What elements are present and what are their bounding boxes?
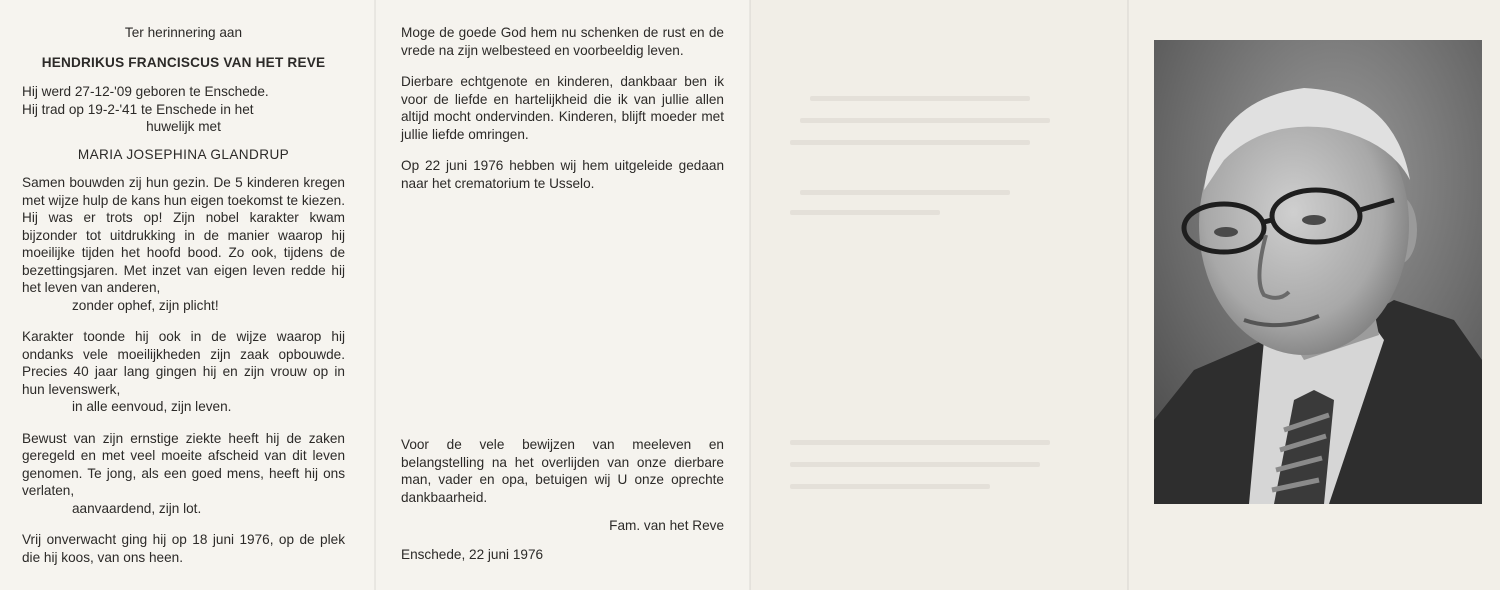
memorial-text-middle <box>401 24 724 192</box>
fold-line <box>374 0 376 590</box>
deceased-name: HENDRIKUS FRANCISCUS VAN HET REVE <box>41 54 326 70</box>
paragraph: Bewust van zijn ernstige ziekte heeft hij de zaken geregeld en met veel moeite afscheid van dit leven genomen. Te jong, als een goed mens, heeft hij ons verlaten, <box>22 430 345 498</box>
portrait-illustration <box>1154 40 1482 504</box>
bleed-through-mark <box>800 190 1010 195</box>
bleed-through-mark <box>790 440 1050 445</box>
farewell-paragraph: Dierbare echtgenote en kinderen, dankbaar ben ik voor de liefde en hartelijkheid die ik van jullie allen altijd mocht ondervinden. Kinderen, blijft moeder met jullie liefde omringen. <box>401 74 724 142</box>
bleed-through-mark <box>810 96 1030 101</box>
bleed-through-mark <box>800 118 1050 123</box>
thanks-paragraph: Voor de vele bewijzen van meeleven en belangstelling na het overlijden van onze dierbare man, vader en opa, betuigen wij U onze oprechte dankbaarheid. <box>401 437 724 505</box>
fold-line <box>1127 0 1129 590</box>
portrait-photo <box>1154 40 1482 504</box>
paragraph-closing: zonder ophef, zijn plicht! <box>72 297 219 313</box>
paragraph: Samen bouwden zij hun gezin. De 5 kinderen kregen met wijze hulp de kans hun eigen toekomst te kiezen. Hij was er trots op! Zijn nobel karakter kwam bijzonder tot uitdrukking in de manier waarop hij moeilijke tijden het hoofd bood. Zo ook, tijdens de bezettingsjaren. Met inzet van eigen leven redde hij het leven van anderen, <box>22 175 345 295</box>
birth-line: Hij werd 27-12-'09 geboren te Enschede. <box>22 84 269 99</box>
fold-line <box>749 0 751 590</box>
bleed-through-mark <box>790 484 990 489</box>
thanks-block <box>401 436 724 563</box>
marriage-line: Hij trad op 19-2-'41 te Enschede in het <box>22 101 254 117</box>
intro-line: Ter herinnering aan <box>124 25 243 40</box>
bleed-through-mark <box>790 140 1030 145</box>
place-date: Enschede, 22 juni 1976 <box>401 546 544 562</box>
paragraph: Karakter toonde hij ook in de wijze waarop hij ondanks vele moeilijkheden zijn zaak opbouwde. Precies 40 jaar lang gingen hij en zijn vrouw op in hun levenswerk, <box>22 329 345 397</box>
paragraph-closing: in alle eenvoud, zijn leven. <box>72 399 232 414</box>
signature: Fam. van het Reve <box>609 518 724 533</box>
paragraph: Vrij onverwacht ging hij op 18 juni 1976, op de plek die hij koos, van ons heen. <box>22 532 345 565</box>
paragraph-closing: aanvaardend, zijn lot. <box>72 500 202 516</box>
panel-middle-right <box>750 0 1128 590</box>
prayer-paragraph: Moge de goede God hem nu schenken de rust en de vrede na zijn welbesteed en voorbeeldig leven. <box>401 25 724 58</box>
bleed-through-mark <box>790 462 1040 467</box>
bleed-through-mark <box>790 210 940 215</box>
cremation-paragraph: Op 22 juni 1976 hebben wij hem uitgeleide gedaan naar het crematorium te Usselo. <box>401 158 724 191</box>
spouse-name: MARIA JOSEPHINA GLANDRUP <box>77 146 290 162</box>
marriage-line-end: huwelijk met <box>146 119 221 134</box>
memorial-text-left <box>22 24 345 566</box>
